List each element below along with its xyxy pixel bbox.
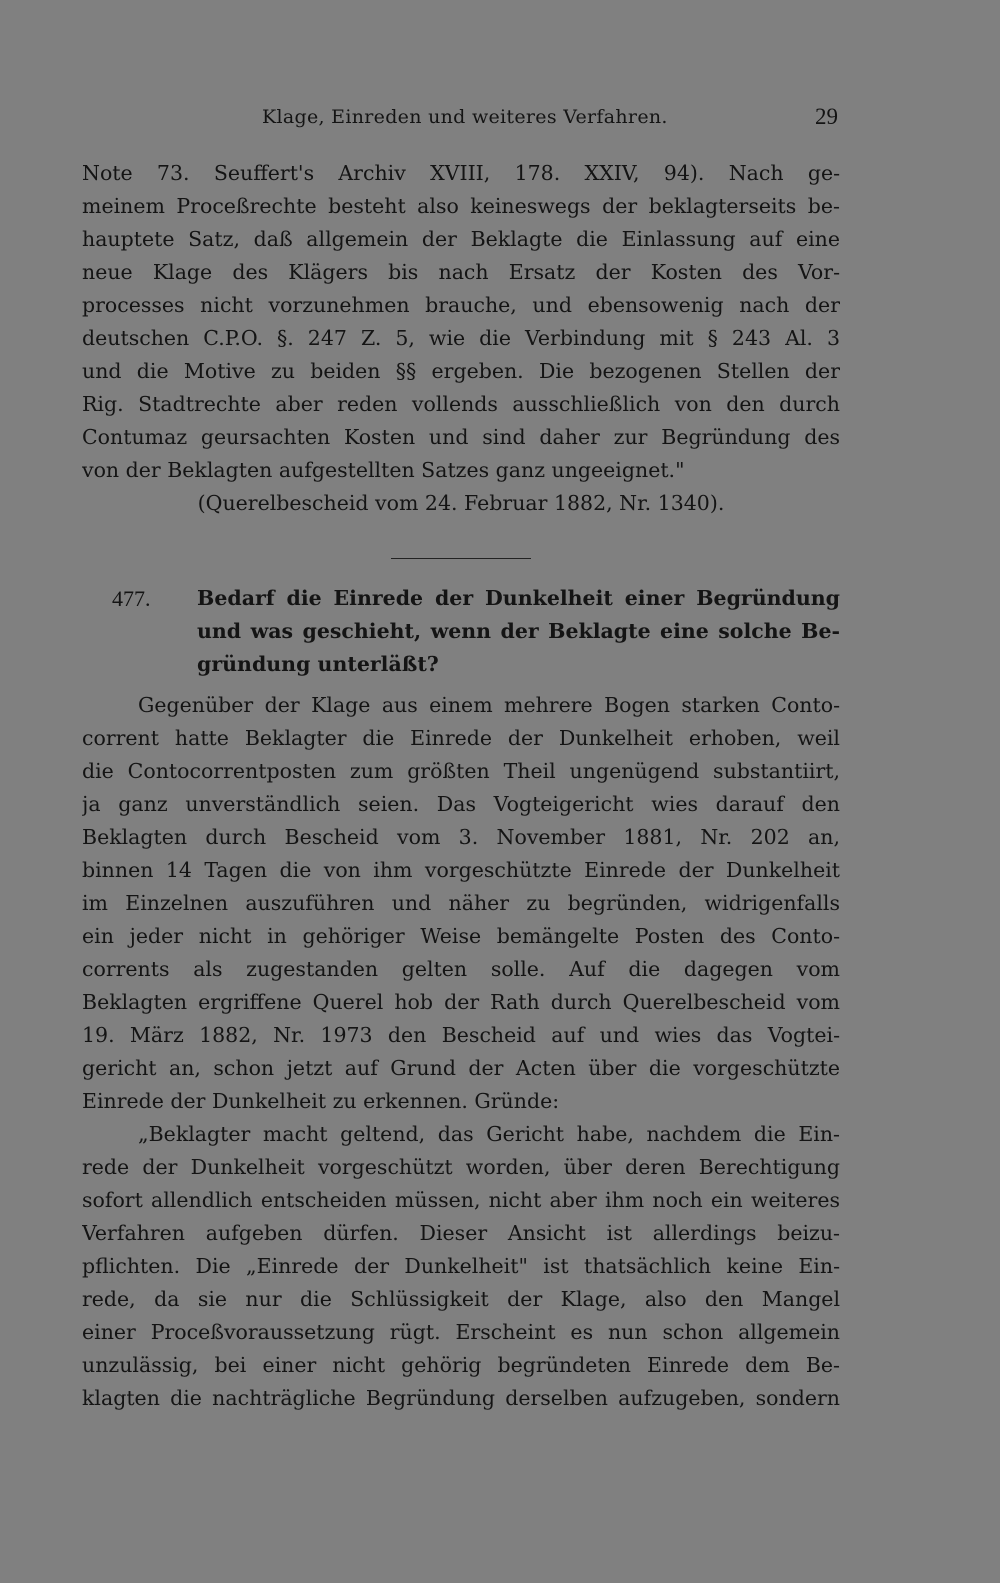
quote-line: einer Proceßvoraussetzung rügt. Erscheint es nun schon allgemein	[82, 1320, 840, 1344]
quote-line: rede der Dunkelheit vorgeschützt worden, über deren Berechtigung	[82, 1155, 840, 1179]
text-line: processes nicht vorzunehmen brauche, und ebensowenig nach der	[82, 293, 840, 317]
text-line: ja ganz unverständlich seien. Das Vogteigericht wies darauf den	[82, 792, 840, 816]
text-line: Beklagten ergriffene Querel hob der Rath durch Querelbescheid vom	[82, 990, 840, 1014]
section-heading	[112, 582, 840, 686]
page-number: 29	[815, 104, 838, 129]
text-line: binnen 14 Tagen die von ihm vorgeschützte Einrede der Dunkelheit	[82, 858, 840, 882]
running-head	[82, 104, 838, 134]
citation: (Querelbescheid vom 24. Februar 1882, Nr. 1340).	[197, 491, 725, 515]
text-line: hauptete Satz, daß allgemein der Beklagte die Einlassung auf eine	[82, 227, 840, 251]
text-line: Einrede der Dunkelheit zu erkennen. Gründe:	[82, 1089, 560, 1113]
text-line: Contumaz geursachten Kosten und sind daher zur Begründung des	[82, 425, 840, 449]
section-body	[82, 689, 840, 1415]
quote-line: pflichten. Die „Einrede der Dunkelheit" ist thatsächlich keine Ein-	[82, 1254, 840, 1278]
quote-line: sofort allendlich entscheiden müssen, nicht aber ihm noch ein weiteres	[82, 1188, 840, 1212]
section-divider	[391, 558, 531, 559]
text-line: deutschen C.P.O. §. 247 Z. 5, wie die Verbindung mit § 243 Al. 3	[82, 326, 840, 350]
text-line: Note 73. Seuffert's Archiv XVIII, 178. XXIV, 94). Nach ge-	[82, 161, 840, 185]
quote-line: „Beklagter macht geltend, das Gericht habe, nachdem die Ein-	[138, 1122, 840, 1146]
running-title: Klage, Einreden und weiteres Verfahren.	[262, 106, 668, 128]
text-line: meinem Proceßrechte besteht also keineswegs der beklagterseits be-	[82, 194, 840, 218]
quote-line: unzulässig, bei einer nicht gehörig begründeten Einrede dem Be-	[82, 1353, 840, 1377]
heading-line: Bedarf die Einrede der Dunkelheit einer Begründung	[197, 586, 840, 610]
text-line: die Contocorrentposten zum größten Theil ungenügend substantiirt,	[82, 759, 840, 783]
continued-paragraph	[82, 157, 840, 520]
section-number: 477.	[112, 586, 151, 611]
text-line: im Einzelnen auszuführen und näher zu begründen, widrigenfalls	[82, 891, 840, 915]
heading-line: gründung unterläßt?	[197, 652, 439, 676]
text-line: von der Beklagten aufgestellten Satzes ganz ungeeignet."	[82, 458, 685, 482]
quote-line: klagten die nachträgliche Begründung derselben aufzugeben, sondern	[82, 1386, 840, 1410]
text-line: und die Motive zu beiden §§ ergeben. Die bezogenen Stellen der	[82, 359, 840, 383]
quote-line: rede, da sie nur die Schlüssigkeit der Klage, also den Mangel	[82, 1287, 840, 1311]
text-line: corrent hatte Beklagter die Einrede der Dunkelheit erhoben, weil	[82, 726, 840, 750]
text-line: Rig. Stadtrechte aber reden vollends ausschließlich von den durch	[82, 392, 840, 416]
heading-line: und was geschieht, wenn der Beklagte eine solche Be-	[197, 619, 840, 643]
text-line: ein jeder nicht in gehöriger Weise bemängelte Posten des Conto-	[82, 924, 840, 948]
text-line: neue Klage des Klägers bis nach Ersatz der Kosten des Vor-	[82, 260, 840, 284]
text-line: Gegenüber der Klage aus einem mehrere Bogen starken Conto-	[138, 693, 840, 717]
section-question	[197, 582, 840, 681]
quote-line: Verfahren aufgeben dürfen. Dieser Ansicht ist allerdings beizu-	[82, 1221, 840, 1245]
text-line: gericht an, schon jetzt auf Grund der Acten über die vorgeschützte	[82, 1056, 840, 1080]
text-line: Beklagten durch Bescheid vom 3. November 1881, Nr. 202 an,	[82, 825, 840, 849]
text-line: corrents als zugestanden gelten solle. Auf die dagegen vom	[82, 957, 840, 981]
text-line: 19. März 1882, Nr. 1973 den Bescheid auf und wies das Vogtei-	[82, 1023, 840, 1047]
